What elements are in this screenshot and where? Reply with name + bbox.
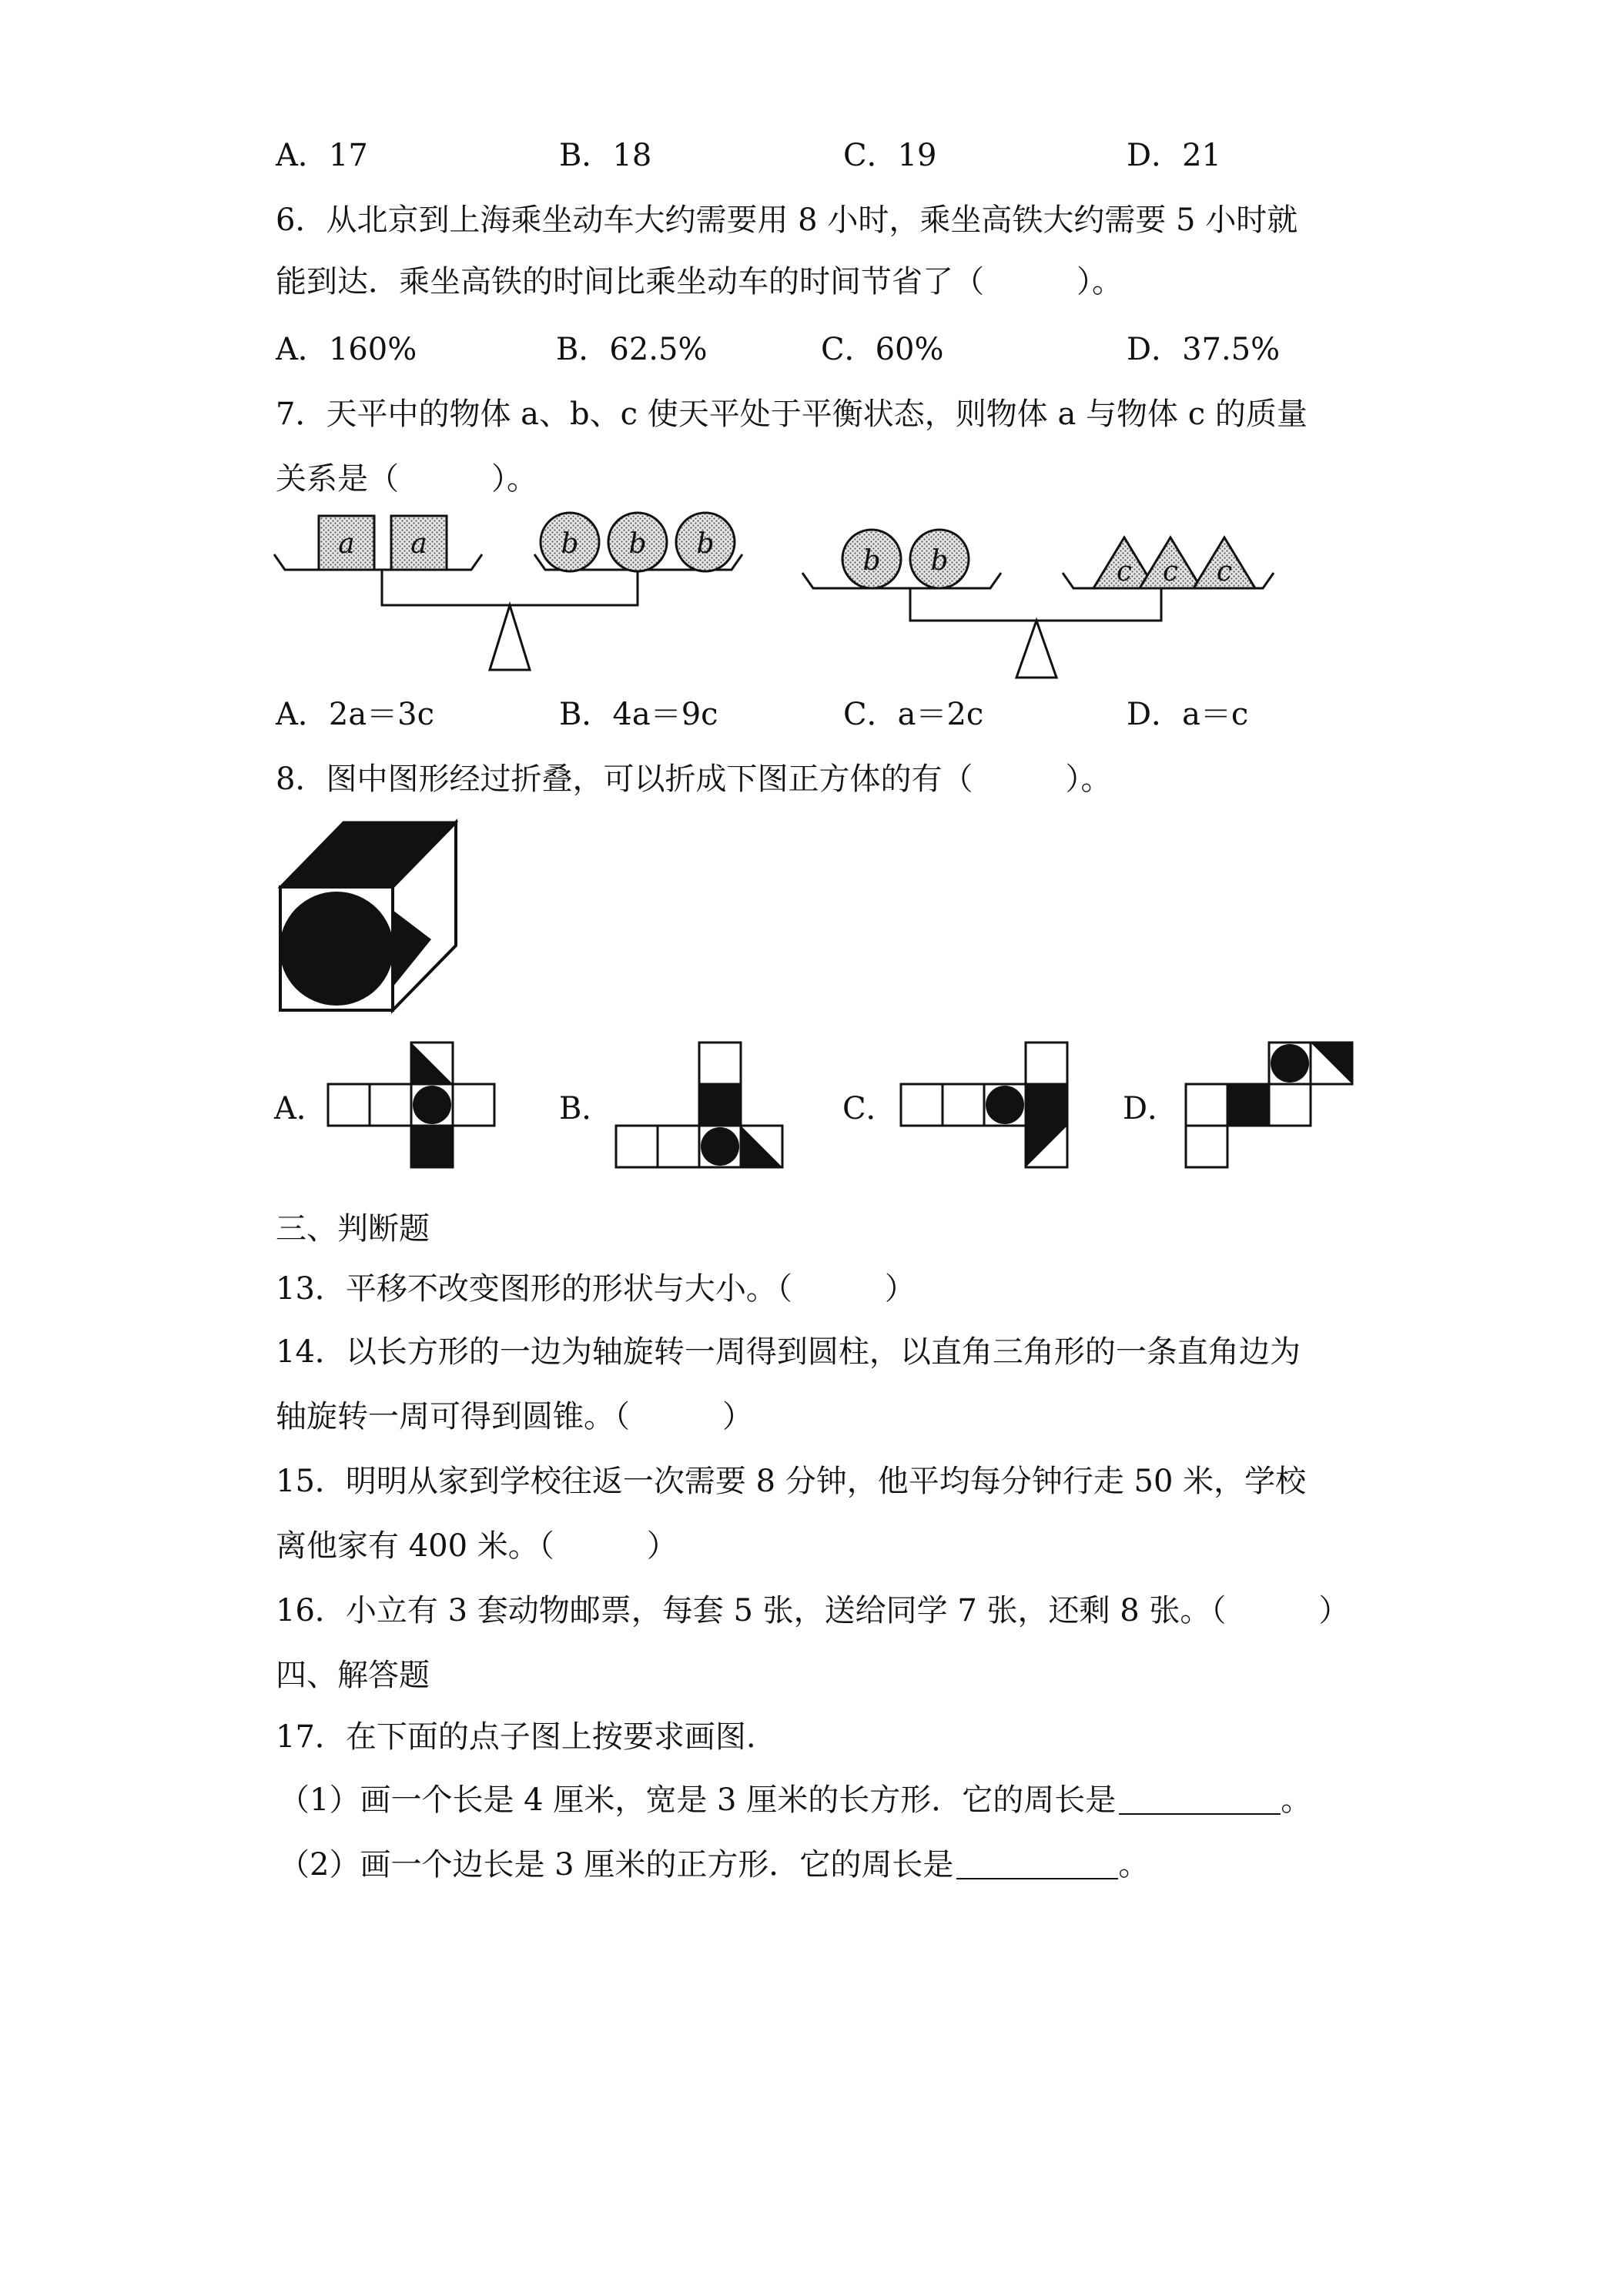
scale-2-circle-b-2 xyxy=(910,530,969,588)
q6-option-a: A．160% xyxy=(276,332,417,367)
balance-scales-figure xyxy=(270,508,1286,685)
q17-sub-1-text: （1）画一个长是 4 厘米，宽是 3 厘米的长方形．它的周长是 xyxy=(279,1782,1117,1818)
q14-line-1: 14．以长方形的一边为轴旋转一周得到圆柱，以直角三角形的一条直角边为 xyxy=(276,1334,1301,1370)
svg-text:b: b xyxy=(930,545,949,577)
q7-option-d: D．a＝c xyxy=(1127,697,1249,732)
q6-option-c: C．60% xyxy=(821,332,944,367)
q8-line-1: 8．图中图形经过折叠，可以折成下图正方体的有（ ）。 xyxy=(276,761,1112,797)
net-d-figure xyxy=(1184,1039,1377,1178)
cube-circle-face-icon xyxy=(280,892,393,1006)
svg-text:b: b xyxy=(628,528,647,560)
q5-option-d: D．21 xyxy=(1127,138,1221,173)
q17-sub-2-text: （2）画一个边长是 3 厘米的正方形．它的周长是 xyxy=(279,1847,954,1883)
q15-line-2: 离他家有 400 米。（ ） xyxy=(276,1528,678,1564)
scale-1-circle-b-3 xyxy=(676,513,735,571)
net-label-d: D． xyxy=(1123,1091,1179,1126)
section-3-title: 三、判断题 xyxy=(276,1211,430,1247)
scale-1-circle-b-1 xyxy=(541,513,599,571)
q17-sub-1-end: 。 xyxy=(1281,1782,1312,1818)
q5-option-b: B．18 xyxy=(559,138,652,173)
svg-text:c: c xyxy=(1216,556,1233,587)
svg-text:a: a xyxy=(410,528,427,560)
net-label-c: C． xyxy=(842,1091,897,1126)
net-a-figure xyxy=(326,1039,504,1178)
net-label-a: A． xyxy=(274,1091,327,1126)
scale-2 xyxy=(802,530,1274,678)
q17-sub-2 xyxy=(279,1846,1149,1883)
scale-2-triangle-c-3 xyxy=(1194,537,1255,588)
q6-option-d: D．37.5% xyxy=(1127,332,1281,367)
q17-sub-1 xyxy=(279,1782,1311,1819)
svg-text:b: b xyxy=(696,528,715,560)
q15-line-1: 15．明明从家到学校往返一次需要 8 分钟，他平均每分钟行走 50 米，学校 xyxy=(276,1464,1307,1499)
svg-text:c: c xyxy=(1162,556,1179,587)
scale-1 xyxy=(274,513,742,670)
scale-2-triangle-c-2 xyxy=(1140,537,1201,588)
q6-line-2: 能到达．乘坐高铁的时间比乘坐动车的时间节省了（ ）。 xyxy=(276,264,1123,300)
q16-line: 16．小立有 3 套动物邮票，每套 5 张，送给同学 7 张，还剩 8 张。（ ） xyxy=(276,1593,1350,1628)
scale-1-square-a-2 xyxy=(391,516,447,570)
cube-figure xyxy=(277,816,470,1016)
q5-option-c: C．19 xyxy=(843,138,937,173)
scale-1-square-a-1 xyxy=(319,516,374,570)
q7-line-2: 关系是（ ）。 xyxy=(276,461,537,497)
q13-line: 13．平移不改变图形的形状与大小。（ ） xyxy=(276,1271,916,1307)
q17-sub-2-blank[interactable] xyxy=(956,1850,1118,1879)
q7-line-1: 7．天平中的物体 a、b、c 使天平处于平衡状态，则物体 a 与物体 c 的质量 xyxy=(276,397,1308,432)
q14-line-2: 轴旋转一周可得到圆锥。（ ） xyxy=(276,1399,753,1434)
q7-option-a: A．2a＝3c xyxy=(276,697,435,732)
q7-option-b: B．4a＝9c xyxy=(559,697,718,732)
svg-text:b: b xyxy=(561,528,579,560)
q6-line-1: 6．从北京到上海乘坐动车大约需要用 8 小时，乘坐高铁大约需要 5 小时就 xyxy=(276,202,1298,238)
q5-option-a: A．17 xyxy=(276,138,368,173)
svg-text:a: a xyxy=(338,528,355,560)
q17-sub-1-blank[interactable] xyxy=(1119,1786,1281,1815)
net-b-figure xyxy=(614,1039,807,1178)
net-label-b: B． xyxy=(559,1091,613,1126)
scale-2-circle-b-1 xyxy=(842,530,901,588)
net-c-figure xyxy=(899,1039,1100,1178)
q6-option-b: B．62.5% xyxy=(556,332,708,367)
q17-line: 17．在下面的点子图上按要求画图. xyxy=(276,1719,756,1755)
q7-option-c: C．a＝2c xyxy=(843,697,984,732)
scale-1-circle-b-2 xyxy=(608,513,667,571)
svg-text:c: c xyxy=(1116,556,1133,587)
section-4-title: 四、解答题 xyxy=(276,1658,430,1693)
svg-text:b: b xyxy=(862,545,881,577)
q17-sub-2-end: 。 xyxy=(1118,1847,1150,1883)
